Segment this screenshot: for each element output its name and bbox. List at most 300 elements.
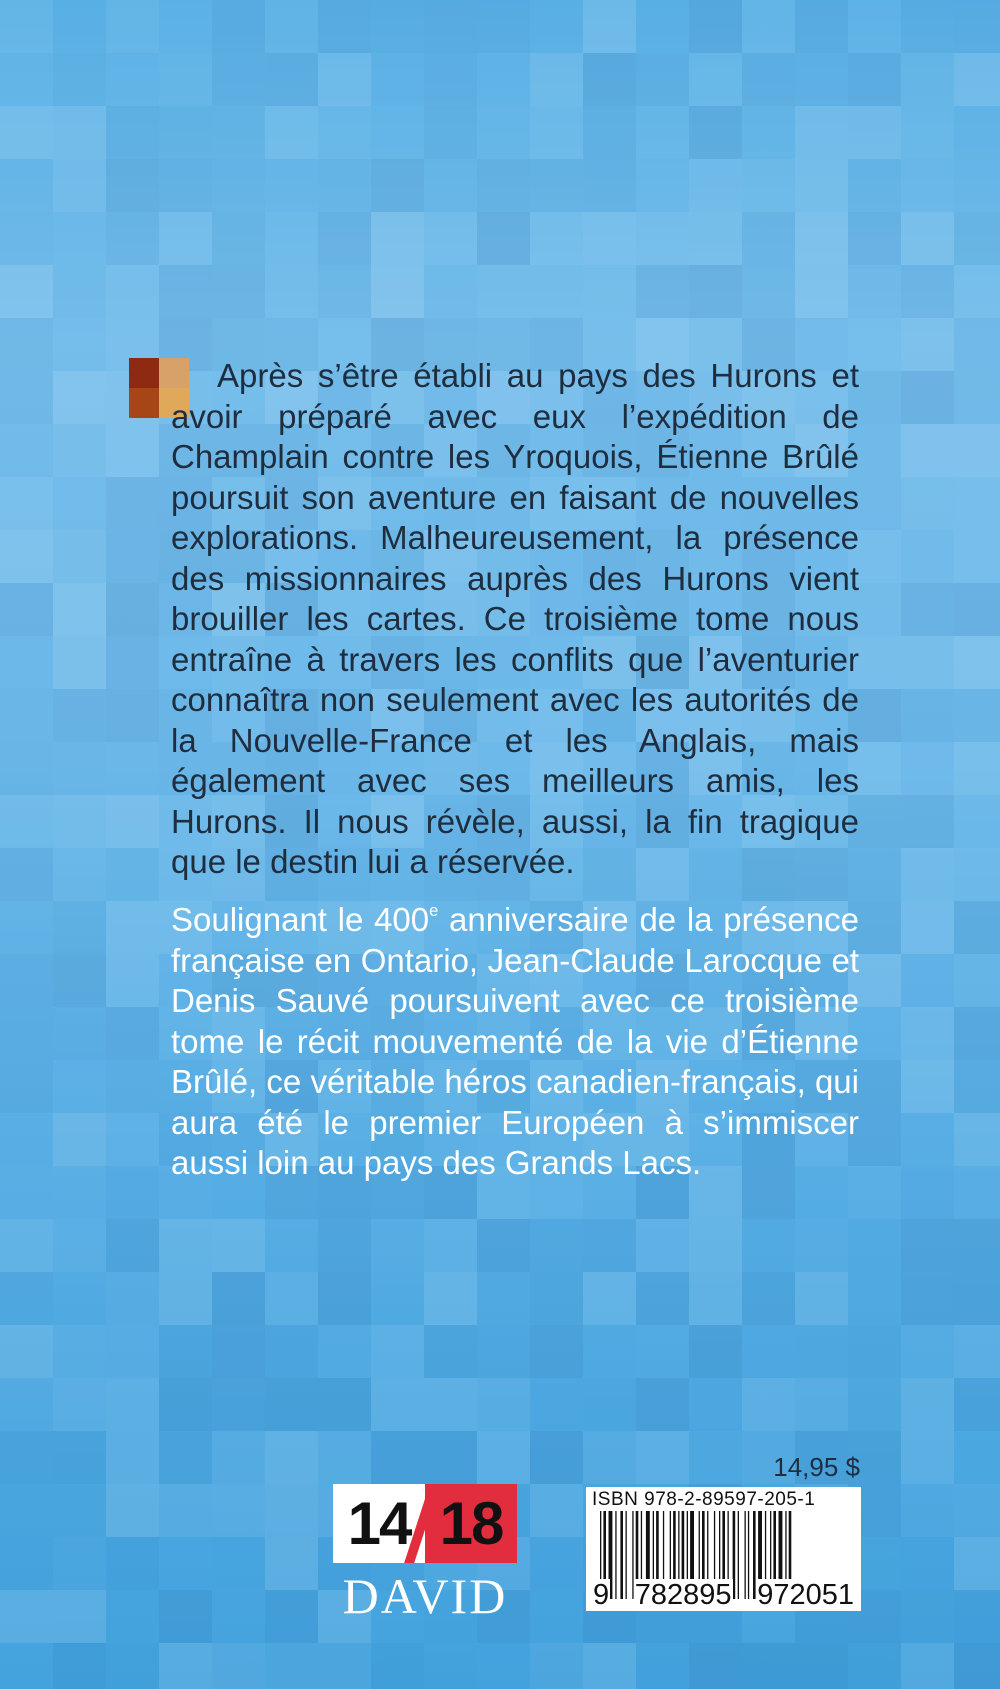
mosaic-tile — [371, 106, 424, 159]
mosaic-tile — [954, 424, 1000, 477]
mosaic-tile — [265, 1537, 318, 1590]
mosaic-tile — [583, 1272, 636, 1325]
mosaic-tile — [901, 212, 954, 265]
mosaic-tile — [0, 318, 53, 371]
mosaic-tile — [848, 106, 901, 159]
mosaic-tile — [689, 0, 742, 53]
mosaic-tile — [0, 954, 53, 1007]
mosaic-tile — [159, 265, 212, 318]
mosaic-tile — [954, 1219, 1000, 1272]
mosaic-tile — [583, 106, 636, 159]
mosaic-tile — [901, 1537, 954, 1590]
mosaic-tile — [424, 1272, 477, 1325]
context-paragraph — [171, 900, 859, 1184]
mosaic-tile — [848, 265, 901, 318]
mosaic-tile — [954, 371, 1000, 424]
mosaic-tile — [53, 530, 106, 583]
mosaic-tile — [901, 901, 954, 954]
mosaic-tile — [424, 53, 477, 106]
mosaic-tile — [954, 1590, 1000, 1643]
mosaic-tile — [53, 1219, 106, 1272]
mosaic-tile — [424, 1325, 477, 1378]
mosaic-tile — [318, 1219, 371, 1272]
mosaic-tile — [848, 1643, 901, 1689]
mosaic-tile — [106, 1325, 159, 1378]
mosaic-tile — [424, 106, 477, 159]
mosaic-tile — [530, 1537, 583, 1590]
mosaic-tile — [212, 159, 265, 212]
mosaic-tile — [795, 159, 848, 212]
mosaic-tile — [106, 1007, 159, 1060]
mosaic-tile — [689, 159, 742, 212]
mosaic-tile — [159, 1272, 212, 1325]
mosaic-tile — [265, 1325, 318, 1378]
mosaic-tile — [318, 1272, 371, 1325]
mosaic-tile — [159, 1325, 212, 1378]
mosaic-tile — [0, 848, 53, 901]
mosaic-tile — [0, 424, 53, 477]
mosaic-tile — [318, 1378, 371, 1431]
mosaic-tile — [53, 1166, 106, 1219]
mosaic-tile — [742, 106, 795, 159]
mosaic-tile — [689, 1431, 742, 1484]
mosaic-tile — [795, 1643, 848, 1689]
mosaic-tile — [106, 901, 159, 954]
mosaic-tile — [901, 1166, 954, 1219]
mosaic-tile — [0, 1378, 53, 1431]
mosaic-tile — [901, 424, 954, 477]
mosaic-tile — [848, 0, 901, 53]
mosaic-tile — [371, 265, 424, 318]
mosaic-tile — [0, 1219, 53, 1272]
context-text-end: anniversaire de la présence française en Ontario, Jean-Claude Larocque et Denis Sauvé poursuivent avec ce troisième tome le récit mouvementé de la vie d’Étienne Brûlé, ce véritable héros canadien-français, qui aura été le premier Européen à s’immiscer aussi loin au pays des Grands Lacs. — [171, 901, 859, 1181]
mosaic-tile — [477, 1219, 530, 1272]
mosaic-tile — [901, 1272, 954, 1325]
mosaic-tile — [795, 53, 848, 106]
mosaic-tile — [848, 1219, 901, 1272]
mosaic-tile — [53, 1537, 106, 1590]
mosaic-tile — [0, 1272, 53, 1325]
mosaic-tile — [689, 265, 742, 318]
mosaic-tile — [424, 1219, 477, 1272]
mosaic-tile — [371, 1219, 424, 1272]
mosaic-tile — [106, 1431, 159, 1484]
mosaic-tile — [583, 0, 636, 53]
mosaic-tile — [954, 318, 1000, 371]
mosaic-tile — [159, 159, 212, 212]
mosaic-tile — [477, 1325, 530, 1378]
mosaic-tile — [212, 1325, 265, 1378]
mosaic-tile — [901, 53, 954, 106]
mosaic-tile — [53, 848, 106, 901]
mosaic-tile — [106, 477, 159, 530]
mosaic-tile — [0, 1007, 53, 1060]
mosaic-tile — [53, 689, 106, 742]
mosaic-tile — [53, 954, 106, 1007]
mosaic-tile — [106, 1113, 159, 1166]
mosaic-tile — [53, 1431, 106, 1484]
mosaic-tile — [106, 530, 159, 583]
mosaic-tile — [583, 212, 636, 265]
mosaic-tile — [53, 1590, 106, 1643]
mosaic-tile — [106, 0, 159, 53]
mosaic-tile — [901, 1060, 954, 1113]
mosaic-tile — [106, 1484, 159, 1537]
mosaic-tile — [53, 318, 106, 371]
ean-digits-right: 972051 — [757, 1579, 854, 1611]
mosaic-tile — [689, 1643, 742, 1689]
mosaic-tile — [106, 159, 159, 212]
mosaic-tile — [53, 0, 106, 53]
mosaic-tile — [954, 1431, 1000, 1484]
mosaic-tile — [689, 1219, 742, 1272]
mosaic-tile — [424, 1643, 477, 1689]
mosaic-tile — [265, 1431, 318, 1484]
mosaic-tile — [53, 1378, 106, 1431]
mosaic-tile — [530, 53, 583, 106]
mosaic-tile — [795, 265, 848, 318]
mosaic-tile — [954, 1643, 1000, 1689]
mosaic-tile — [477, 0, 530, 53]
mosaic-tile — [159, 1484, 212, 1537]
ean-digits — [586, 1579, 861, 1611]
mosaic-tile — [265, 265, 318, 318]
mosaic-tile — [901, 1219, 954, 1272]
mosaic-tile — [265, 1484, 318, 1537]
mosaic-tile — [371, 212, 424, 265]
mosaic-tile — [477, 106, 530, 159]
mosaic-tile — [53, 1060, 106, 1113]
mosaic-tile — [742, 1378, 795, 1431]
mosaic-tile — [530, 1325, 583, 1378]
mosaic-tile — [636, 1431, 689, 1484]
mosaic-tile — [0, 1537, 53, 1590]
mosaic-tile — [106, 1643, 159, 1689]
mosaic-tile — [583, 265, 636, 318]
mosaic-tile — [636, 53, 689, 106]
mosaic-tile — [106, 106, 159, 159]
mosaic-tile — [954, 1060, 1000, 1113]
mosaic-tile — [265, 0, 318, 53]
mosaic-tile — [424, 159, 477, 212]
mosaic-tile — [318, 1643, 371, 1689]
mosaic-tile — [424, 1378, 477, 1431]
mosaic-tile — [212, 1643, 265, 1689]
mosaic-tile — [530, 1219, 583, 1272]
mosaic-tile — [53, 477, 106, 530]
mosaic-tile — [901, 477, 954, 530]
mosaic-tile — [318, 0, 371, 53]
mosaic-tile — [477, 1378, 530, 1431]
context-text-start: Soulignant le 400 — [171, 901, 430, 938]
mosaic-tile — [636, 1643, 689, 1689]
mosaic-tile — [318, 265, 371, 318]
mosaic-tile — [0, 1590, 53, 1643]
mosaic-tile — [901, 848, 954, 901]
mosaic-tile — [212, 1378, 265, 1431]
mosaic-tile — [0, 1060, 53, 1113]
mosaic-tile — [53, 1484, 106, 1537]
mosaic-tile — [795, 0, 848, 53]
mosaic-tile — [106, 1060, 159, 1113]
mosaic-tile — [583, 1643, 636, 1689]
mosaic-tile — [954, 1378, 1000, 1431]
mosaic-tile — [53, 1007, 106, 1060]
mosaic-tile — [954, 689, 1000, 742]
mosaic-tile — [212, 53, 265, 106]
mosaic-tile — [636, 0, 689, 53]
superscript-e: e — [429, 902, 439, 921]
mosaic-tile — [159, 1590, 212, 1643]
publisher-name: DAVID — [342, 1568, 508, 1624]
mosaic-tile — [954, 159, 1000, 212]
mosaic-tile — [954, 53, 1000, 106]
publisher-logo — [333, 1484, 517, 1625]
mosaic-tile — [689, 212, 742, 265]
mosaic-tile — [954, 106, 1000, 159]
mosaic-tile — [371, 53, 424, 106]
mosaic-tile — [318, 212, 371, 265]
mosaic-tile — [53, 1643, 106, 1689]
mosaic-tile — [901, 583, 954, 636]
mosaic-tile — [477, 53, 530, 106]
mosaic-tile — [689, 1325, 742, 1378]
mosaic-tile — [954, 1007, 1000, 1060]
mosaic-tile — [371, 1431, 424, 1484]
mosaic-tile — [848, 1272, 901, 1325]
mosaic-tile — [742, 265, 795, 318]
mosaic-tile — [530, 1378, 583, 1431]
mosaic-tile — [265, 1590, 318, 1643]
mosaic-tile — [212, 265, 265, 318]
mosaic-tile — [742, 1272, 795, 1325]
mosaic-tile — [901, 636, 954, 689]
mosaic-tile — [106, 53, 159, 106]
mosaic-tile — [0, 1166, 53, 1219]
mosaic-tile — [0, 1325, 53, 1378]
mosaic-tile — [477, 159, 530, 212]
mosaic-tile — [477, 1643, 530, 1689]
mosaic-tile — [477, 265, 530, 318]
mosaic-tile — [0, 795, 53, 848]
mosaic-tile — [265, 1643, 318, 1689]
mosaic-tile — [848, 159, 901, 212]
mosaic-tile — [159, 212, 212, 265]
mosaic-tile — [583, 1378, 636, 1431]
mosaic-tile — [795, 1272, 848, 1325]
mosaic-tile — [954, 1166, 1000, 1219]
mosaic-tile — [901, 742, 954, 795]
mosaic-tile — [106, 212, 159, 265]
mosaic-tile — [212, 1272, 265, 1325]
mosaic-tile — [106, 1378, 159, 1431]
mosaic-tile — [424, 0, 477, 53]
mosaic-tile — [901, 795, 954, 848]
mosaic-tile — [530, 106, 583, 159]
mosaic-tile — [0, 0, 53, 53]
mosaic-tile — [530, 1431, 583, 1484]
ean-digit-prefix: 9 — [593, 1579, 610, 1611]
mosaic-tile — [954, 1272, 1000, 1325]
mosaic-tile — [53, 583, 106, 636]
mosaic-tile — [212, 1219, 265, 1272]
mosaic-tile — [901, 1378, 954, 1431]
mosaic-tile — [159, 0, 212, 53]
mosaic-tile — [106, 1272, 159, 1325]
mosaic-tile — [848, 53, 901, 106]
mosaic-tile — [901, 530, 954, 583]
mosaic-tile — [0, 583, 53, 636]
mosaic-tile — [424, 265, 477, 318]
mosaic-tile — [265, 53, 318, 106]
mosaic-tile — [212, 212, 265, 265]
mosaic-tile — [53, 212, 106, 265]
mosaic-tile — [159, 1537, 212, 1590]
mosaic-tile — [954, 848, 1000, 901]
mosaic-tile — [212, 106, 265, 159]
mosaic-tile — [583, 1219, 636, 1272]
mosaic-tile — [212, 1537, 265, 1590]
mosaic-tile — [159, 53, 212, 106]
mosaic-tile — [530, 1272, 583, 1325]
mosaic-tile — [0, 477, 53, 530]
mosaic-tile — [795, 212, 848, 265]
mosaic-tile — [954, 530, 1000, 583]
mosaic-tile — [477, 1272, 530, 1325]
mosaic-tile — [0, 1431, 53, 1484]
mosaic-tile — [159, 1643, 212, 1689]
mosaic-tile — [583, 53, 636, 106]
mosaic-tile — [53, 1113, 106, 1166]
mosaic-tile — [901, 954, 954, 1007]
mosaic-tile — [265, 1219, 318, 1272]
mosaic-tile — [848, 1325, 901, 1378]
mosaic-tile — [901, 1325, 954, 1378]
mosaic-tile — [795, 1325, 848, 1378]
mosaic-tile — [954, 795, 1000, 848]
mosaic-tile — [636, 159, 689, 212]
mosaic-tile — [265, 212, 318, 265]
mosaic-tile — [530, 1484, 583, 1537]
mosaic-tile — [53, 371, 106, 424]
mosaic-tile — [530, 1643, 583, 1689]
mosaic-tile — [159, 106, 212, 159]
mosaic-tile — [901, 1431, 954, 1484]
price-label: 14,95 $ — [773, 1452, 860, 1482]
mosaic-tile — [106, 954, 159, 1007]
mosaic-tile — [106, 742, 159, 795]
mosaic-tile — [954, 1484, 1000, 1537]
mosaic-tile — [742, 1643, 795, 1689]
mosaic-tile — [106, 636, 159, 689]
mosaic-tile — [265, 159, 318, 212]
mosaic-tile — [106, 265, 159, 318]
mosaic-tile — [53, 636, 106, 689]
mosaic-tile — [954, 583, 1000, 636]
mosaic-tile — [636, 1272, 689, 1325]
mosaic-tile — [954, 477, 1000, 530]
mosaic-tile — [954, 212, 1000, 265]
mosaic-tile — [954, 636, 1000, 689]
mosaic-tile — [795, 1219, 848, 1272]
mosaic-tile — [954, 265, 1000, 318]
mosaic-tile — [424, 212, 477, 265]
mosaic-tile — [318, 1325, 371, 1378]
ean-digits-left: 782895 — [634, 1579, 732, 1611]
mosaic-tile — [0, 53, 53, 106]
mosaic-tile — [689, 106, 742, 159]
mosaic-tile — [901, 318, 954, 371]
mosaic-tile — [795, 106, 848, 159]
mosaic-tile — [0, 159, 53, 212]
mosaic-tile — [159, 1219, 212, 1272]
mosaic-tile — [106, 424, 159, 477]
mosaic-tile — [742, 0, 795, 53]
mosaic-tile — [742, 1219, 795, 1272]
mosaic-tile — [212, 1484, 265, 1537]
mosaic-tile — [901, 1643, 954, 1689]
mosaic-tile — [901, 1113, 954, 1166]
mosaic-tile — [0, 1113, 53, 1166]
mosaic-tile — [265, 1272, 318, 1325]
mosaic-tile — [530, 0, 583, 53]
mosaic-tile — [636, 1378, 689, 1431]
mosaic-tile — [954, 1325, 1000, 1378]
mosaic-tile — [106, 795, 159, 848]
mosaic-tile — [742, 1325, 795, 1378]
mosaic-tile — [477, 1431, 530, 1484]
mosaic-tile — [954, 0, 1000, 53]
mosaic-tile — [954, 954, 1000, 1007]
mosaic-tile — [106, 689, 159, 742]
mosaic-tile — [318, 106, 371, 159]
mosaic-tile — [636, 1219, 689, 1272]
mosaic-tile — [901, 265, 954, 318]
mosaic-tile — [901, 1007, 954, 1060]
mosaic-tile — [742, 212, 795, 265]
mosaic-tile — [212, 1590, 265, 1643]
mosaic-tile — [0, 265, 53, 318]
mosaic-tile — [742, 53, 795, 106]
mosaic-tile — [901, 1590, 954, 1643]
mosaic-tile — [530, 265, 583, 318]
mosaic-tile — [954, 901, 1000, 954]
mosaic-tile — [901, 371, 954, 424]
mosaic-tile — [901, 106, 954, 159]
mosaic-tile — [371, 0, 424, 53]
mosaic-tile — [159, 1431, 212, 1484]
mosaic-tile — [53, 265, 106, 318]
mosaic-tile — [901, 689, 954, 742]
mosaic-tile — [318, 1431, 371, 1484]
mosaic-tile — [0, 1484, 53, 1537]
mosaic-tile — [689, 1272, 742, 1325]
mosaic-tile — [0, 636, 53, 689]
mosaic-tile — [106, 1590, 159, 1643]
mosaic-tile — [53, 742, 106, 795]
mosaic-tile — [265, 1378, 318, 1431]
mosaic-tile — [0, 530, 53, 583]
mosaic-tile — [106, 583, 159, 636]
mosaic-tile — [424, 1431, 477, 1484]
mosaic-tile — [636, 265, 689, 318]
mosaic-tile — [848, 212, 901, 265]
mosaic-tile — [795, 1378, 848, 1431]
mosaic-tile — [265, 106, 318, 159]
mosaic-tile — [636, 212, 689, 265]
mosaic-tile — [530, 212, 583, 265]
mosaic-tile — [689, 53, 742, 106]
